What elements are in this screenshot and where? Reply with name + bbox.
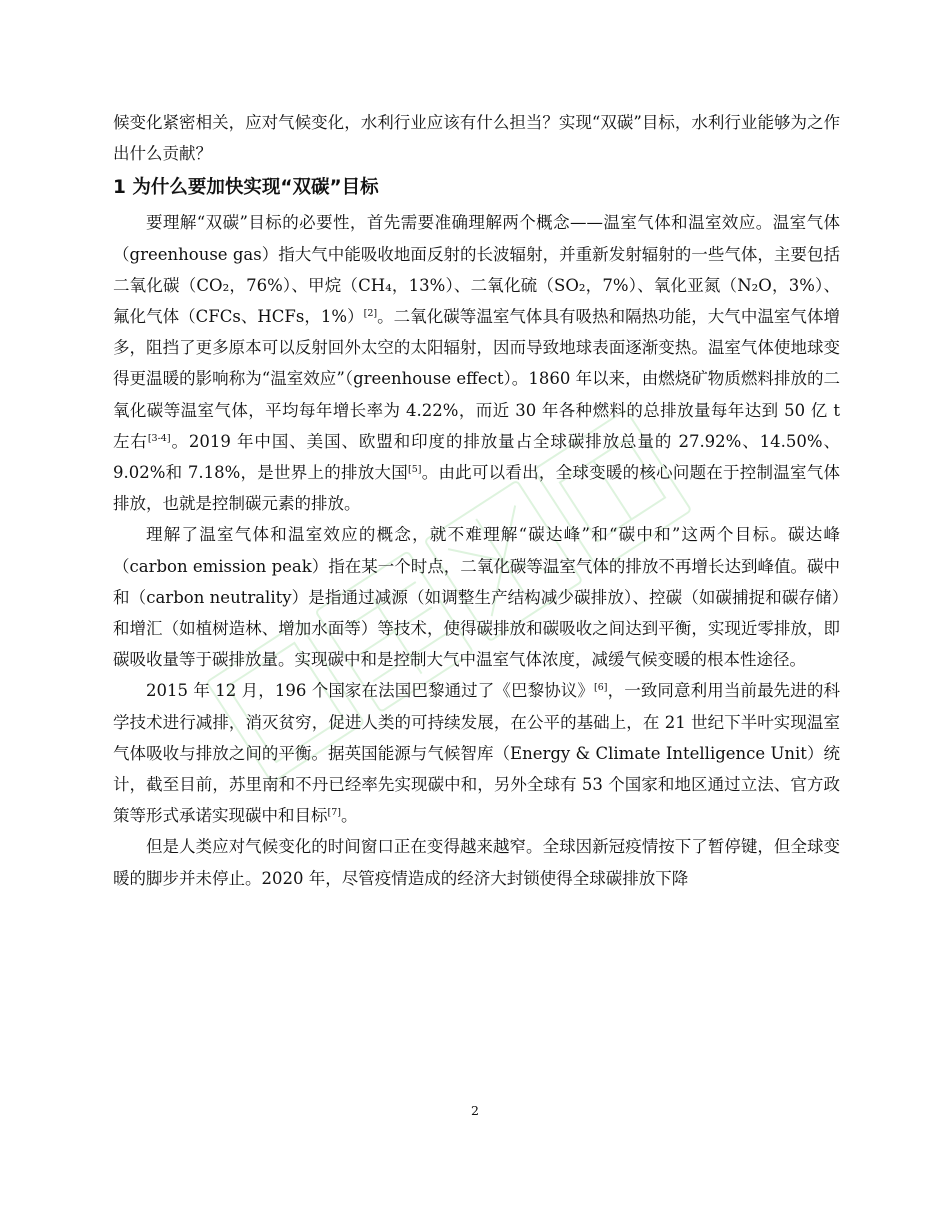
text-run: 理解了温室气体和温室效应的概念，就不难理解“碳达峰”和“碳中和”这两个目标。碳达峰（carbon emission peak）指在某一个时点，二氧化碳等温室气体的排放不再增长达到峰值。碳中和（carbon neutrality）是指通过减源（如调整生产结构减少碳排放）、控碳（如碳捕捉和碳存储）和增汇（如植树造林、增加水面等）等技术，使得碳排放和碳吸收之间达到平衡，实现近零排放，即碳吸收量等于碳排放量。实现碳中和是控制大气中温室气体浓度，减缓气候变暖的根本性途径。: [113, 525, 840, 670]
text-run: 。二氧化碳等温室气体具有吸热和隔热功能，大气中温室气体增多，阻挡了更多原本可以反射回外太空的太阳辐射，因而导致地球表面逐渐变热。温室气体使地球变得更温暖的影响称为“温室效应”（greenhouse effect）。1860 年以来，由燃烧矿物质燃料排放的二氧化碳等温室气体，平均每年增长率为 4.22%，而近 30 年各种燃料的总排放量每年达到 50 亿 t 左右: [113, 307, 840, 451]
text-run: 2015 年 12 月，196 个国家在法国巴黎通过了《巴黎协议》: [146, 681, 595, 701]
citation-superscript: [2]: [363, 308, 378, 320]
page-content: [113, 107, 840, 894]
citation-superscript: [7]: [327, 807, 341, 819]
text-run: 。: [340, 806, 358, 826]
text-run: 要理解“双碳”目标的必要性，首先需要准确理解两个概念——温室气体和温室效应。温室气体（greenhouse gas）指大气中能吸收地面反射的长波辐射，并重新发射辐射的一些气体，主要包括二氧化碳（CO₂，76%）、甲烷（CH₄，13%）、二氧化硫（SO₂，7%）、氧化亚氮（N₂O，3%）、氟化气体（CFCs、HCFs，1%）: [113, 213, 840, 327]
citation-superscript: [3-4]: [147, 432, 171, 444]
text-run: 。由此可以看出，全球变暖的核心问题在于控制温室气体排放，也就是控制碳元素的排放。: [113, 463, 841, 514]
text-run: 。2019 年中国、美国、欧盟和印度的排放量占全球碳排放总量的 27.92%、14.50%、9.02%和 7.18%，是世界上的排放大国: [113, 431, 841, 483]
citation-superscript: [5]: [407, 464, 422, 476]
text-run: 但是人类应对气候变化的时间窗口正在变得越来越窄。全球因新冠疫情按下了暂停键，但全球变暖的脚步并未停止。2020 年，尽管疫情造成的经济大封锁使得全球碳排放下降: [113, 837, 840, 888]
paragraph-5: [113, 831, 840, 893]
page-number: 2: [471, 1103, 479, 1118]
paragraph-4: [113, 675, 840, 831]
text-run: 候变化紧密相关，应对气候变化，水利行业应该有什么担当？实现“双碳”目标，水利行业能够为之作出什么贡献？: [113, 113, 840, 164]
section-heading: 1 为什么要加快实现“双碳”目标: [113, 177, 379, 199]
paragraph-3: [113, 519, 840, 675]
text-run: ，一致同意利用当前最先进的科学技术进行减排，消灭贫穷，促进人类的可持续发展，在公平的基础上，在 21 世纪下半叶实现温室气体吸收与排放之间的平衡。据英国能源与气候智库（Energy & Climate Intelligence Unit）统计，截至目前，苏里南和不丹已经率先实现碳中和，另外全球有 53 个国家和地区通过立法、官方政策等形式承诺实现碳中和目标: [113, 681, 840, 826]
citation-superscript: [6]: [594, 682, 608, 694]
paragraph-1: [113, 107, 840, 169]
paragraph-2: [113, 207, 840, 519]
